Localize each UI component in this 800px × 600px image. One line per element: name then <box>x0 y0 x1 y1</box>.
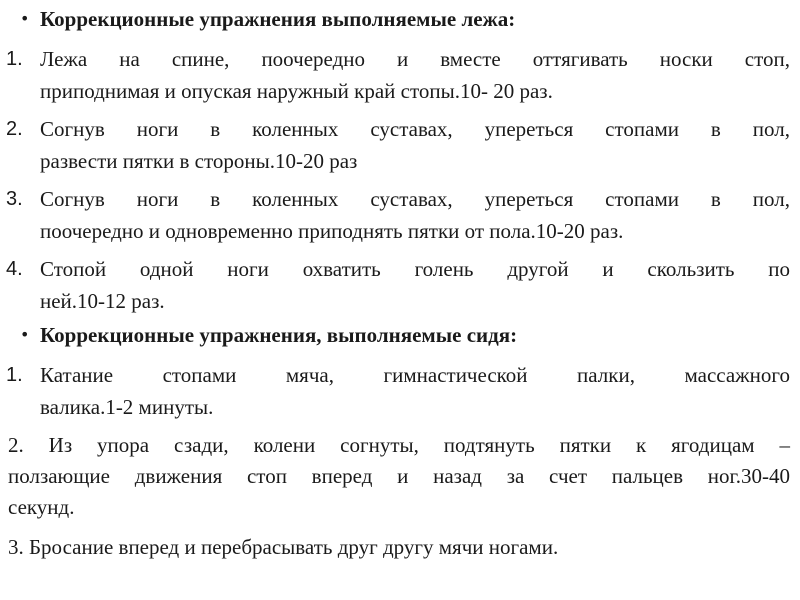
section-bullet: • <box>20 9 30 28</box>
list-number: 1. <box>6 364 23 386</box>
list-item-text: Лежа на спине, поочередно и вместе оттягивать носки стоп, <box>40 47 790 71</box>
list-number: 4. <box>6 258 23 280</box>
list-item-text: приподнимая и опуская наружный край стопы.10- 20 раз. <box>40 79 553 103</box>
list-number: 1. <box>6 48 23 70</box>
list-item-text: развести пятки в стороны.10-20 раз <box>40 149 358 173</box>
paragraph-text: секунд. <box>8 495 75 519</box>
section-bullet: • <box>20 325 30 344</box>
paragraph-text: ползающие движения стоп вперед и назад за счет пальцев ног.30-40 <box>8 464 790 488</box>
list-number: 2. <box>6 118 23 140</box>
list-item-text: валика.1-2 минуты. <box>40 395 214 419</box>
section-heading-lying: Коррекционные упражнения выполняемые лежа: <box>40 7 516 31</box>
paragraph-text: 3. Бросание вперед и перебрасывать друг другу мячи ногами. <box>8 535 559 559</box>
list-item-text: Катание стопами мяча, гимнастической палки, массажного <box>40 363 790 387</box>
list-item-text: Согнув ноги в коленных суставах, упереться стопами в пол, <box>40 117 790 141</box>
list-number: 3. <box>6 188 23 210</box>
list-item-text: ней.10-12 раз. <box>40 289 165 313</box>
paragraph-text: 2. Из упора сзади, колени согнуты, подтянуть пятки к ягодицам – <box>8 433 790 457</box>
list-item-text: поочередно и одновременно приподнять пятки от пола.10-20 раз. <box>40 219 624 243</box>
list-item-text: Стопой одной ноги охватить голень другой и скользить по <box>40 257 790 281</box>
section-heading-sitting: Коррекционные упражнения, выполняемые сидя: <box>40 323 518 347</box>
list-item-text: Согнув ноги в коленных суставах, упереться стопами в пол, <box>40 187 790 211</box>
